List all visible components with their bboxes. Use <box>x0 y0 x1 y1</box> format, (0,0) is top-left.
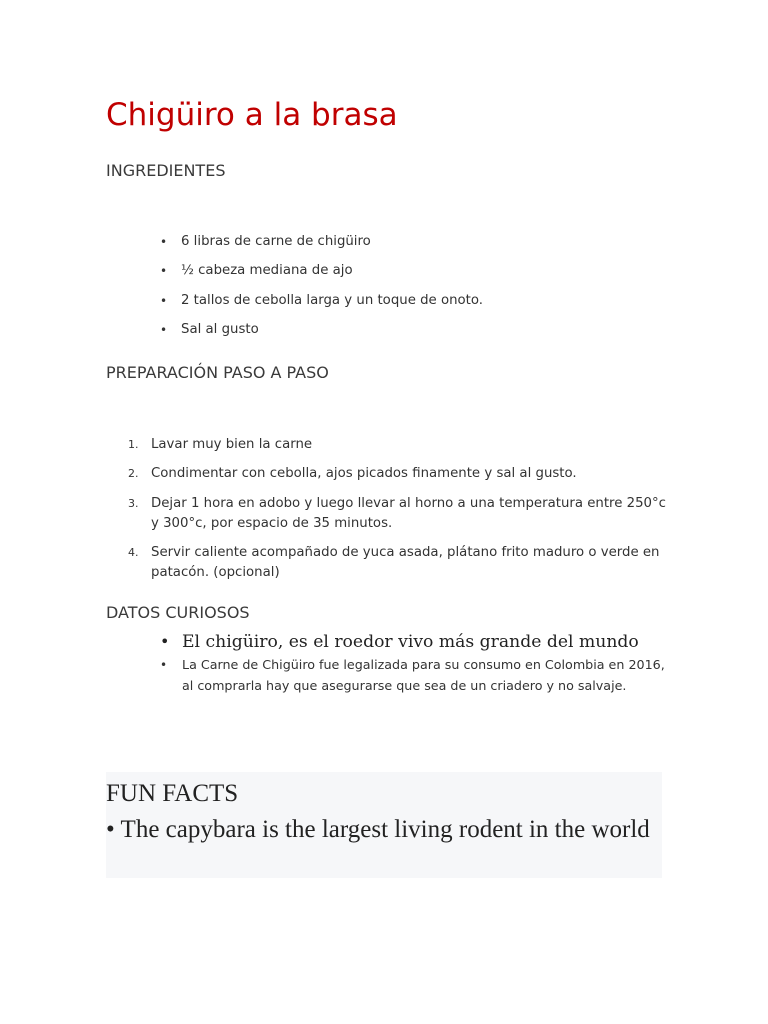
fact-item <box>160 655 680 696</box>
steps-list <box>128 435 668 592</box>
step-text: Dejar 1 hora en adobo y luego llevar al horno a una temperatura entre 250°c y 300°c, por espacio de 35 minutos. <box>151 495 666 531</box>
step-text: Lavar muy bien la carne <box>151 437 313 452</box>
ingredient-item <box>160 320 680 340</box>
bullet-icon: • <box>160 658 168 672</box>
step-item <box>128 435 668 455</box>
step-text: Servir caliente acompañado de yuca asada, plátano frito maduro o verde en patacón. (opcional) <box>151 544 660 580</box>
ingredient-item <box>160 232 680 252</box>
fun-facts-box <box>106 772 662 878</box>
step-item <box>128 543 668 583</box>
ingredients-heading: INGREDIENTES <box>106 161 226 180</box>
fun-facts-text: • The capybara is the largest living rodent in the world <box>106 816 650 843</box>
ingredient-text: Sal al gusto <box>181 321 259 337</box>
fact-text: El chigüiro, es el roedor vivo más grande del mundo <box>182 632 639 652</box>
fact-item <box>160 630 680 654</box>
step-item <box>128 494 668 534</box>
ingredient-item <box>160 261 680 281</box>
step-number: 4. <box>128 545 139 559</box>
step-number: 2. <box>128 467 139 481</box>
ingredient-item <box>160 291 680 311</box>
step-item <box>128 464 668 484</box>
bullet-icon: • <box>160 293 168 308</box>
bullet-icon: • <box>160 264 168 279</box>
ingredient-text: 2 tallos de cebolla larga y un toque de onoto. <box>181 292 483 308</box>
step-number: 3. <box>128 496 139 510</box>
bullet-icon: • <box>160 235 168 249</box>
ingredients-list <box>160 232 680 349</box>
bullet-icon: • <box>160 632 170 651</box>
page-title: Chigüiro a la brasa <box>106 97 398 133</box>
fun-facts-title: FUN FACTS <box>106 780 239 807</box>
step-number: 1. <box>128 438 139 451</box>
step-text: Condimentar con cebolla, ajos picados finamente y sal al gusto. <box>151 466 577 482</box>
ingredient-text: 6 libras de carne de chigüiro <box>181 234 371 249</box>
preparation-heading: PREPARACIÓN PASO A PASO <box>106 363 329 382</box>
fact-text: La Carne de Chigüiro fue legalizada para su consumo en Colombia en 2016, al comprarla hay que asegurarse que sea de un criadero y no salvaje. <box>182 657 665 693</box>
curious-facts-heading: DATOS CURIOSOS <box>106 603 250 622</box>
curious-facts-list <box>160 630 680 696</box>
bullet-icon: • <box>160 322 168 337</box>
ingredient-text: ½ cabeza mediana de ajo <box>181 263 353 279</box>
